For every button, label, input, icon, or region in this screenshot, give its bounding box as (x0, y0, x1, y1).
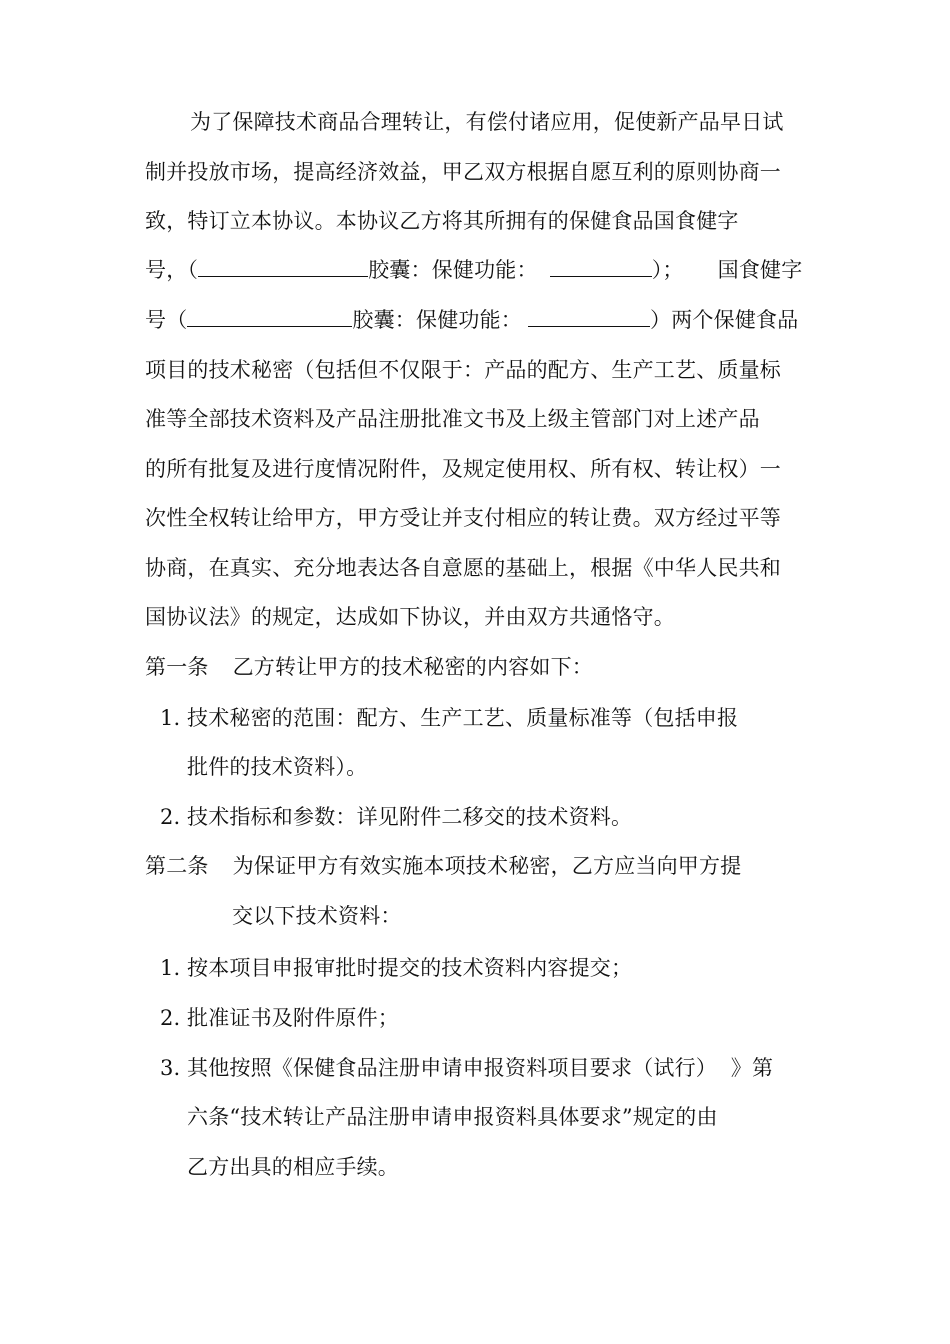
intro-line-4-part-d: 国食健字 (717, 258, 803, 282)
intro-line-10: 协商，在真实、充分地表达各自意愿的基础上，根据《中华人民共和 (145, 556, 781, 580)
article-1-heading: 第一条 (145, 655, 209, 679)
article-2-item-2 (160, 1003, 399, 1033)
article-2-item-2-number: 2. (160, 1006, 181, 1030)
article-2-heading-line (145, 851, 741, 881)
article-1-item-1 (160, 703, 738, 733)
intro-line-11: 国协议法》的规定，达成如下协议，并由双方共通恪守。 (145, 605, 675, 629)
product-name-blank-1 (198, 256, 368, 277)
article-1-item-2 (160, 802, 632, 832)
intro-line-7: 准等全部技术资料及产品注册批准文书及上级主管部门对上述产品 (145, 407, 760, 431)
intro-line-3: 致，特订立本协议。本协议乙方将其所拥有的保健食品国食健字 (145, 209, 739, 233)
intro-line-5-part-a: 号（ (145, 308, 188, 332)
intro-line-4-part-a: 号，（ (145, 258, 199, 282)
intro-line-5-part-b: 胶囊：保健功能： (352, 308, 523, 332)
intro-line-4 (145, 255, 802, 285)
article-1-item-2-number: 2. (160, 805, 181, 829)
intro-line-9: 次性全权转让给甲方，甲方受让并支付相应的转让费。双方经过平等 (145, 506, 781, 530)
article-1-item-1-text: 技术秘密的范围：配方、生产工艺、质量标准等（包括申报 (187, 706, 739, 730)
article-2-item-1-text: 按本项目申报审批时提交的技术资料内容提交； (187, 956, 633, 980)
article-2-item-2-text: 批准证书及附件原件； (187, 1006, 399, 1030)
article-2-item-3-continuation-2: 乙方出具的相应手续。 (187, 1155, 399, 1179)
article-2-item-1 (160, 953, 632, 983)
article-2-title: 为保证甲方有效实施本项技术秘密，乙方应当向甲方提 (232, 854, 742, 878)
intro-line-5-part-c: ）两个保健食品 (650, 308, 799, 332)
article-2-heading: 第二条 (145, 854, 209, 878)
intro-line-4-part-b: 胶囊：保健功能： (368, 258, 538, 282)
article-1-item-1-continuation: 批件的技术资料）。 (187, 755, 368, 779)
article-2-title-continuation: 交以下技术资料： (232, 904, 402, 928)
product-name-blank-2 (187, 306, 352, 327)
article-1-title: 乙方转让甲方的技术秘密的内容如下： (232, 655, 594, 679)
health-function-blank-2 (528, 306, 650, 327)
article-2-item-3-text: 其他按照《保健食品注册申请申报资料项目要求（试行） 》第 (187, 1056, 774, 1080)
intro-line-8: 的所有批复及进行度情况附件，及规定使用权、所有权、转让权）一 (145, 457, 781, 481)
health-function-blank-1 (550, 256, 652, 277)
article-2-item-3 (160, 1053, 773, 1083)
intro-line-2: 制并投放市场，提高经济效益，甲乙双方根据自愿互利的原则协商一 (145, 160, 781, 184)
intro-line-5 (145, 305, 798, 335)
intro-line-4-part-c: ）； (651, 258, 684, 282)
intro-line-1: 为了保障技术商品合理转让，有偿付诸应用，促使新产品早日试 (190, 110, 784, 134)
article-1-item-1-number: 1. (160, 706, 181, 730)
article-2-item-3-number: 3. (160, 1056, 181, 1080)
article-2-item-3-continuation-1: 六条“技术转让产品注册申请申报资料具体要求”规定的由 (187, 1105, 718, 1129)
article-2-item-1-number: 1. (160, 956, 181, 980)
article-1-item-2-text: 技术指标和参数：详见附件二移交的技术资料。 (187, 805, 633, 829)
intro-line-6: 项目的技术秘密（包括但不仅限于：产品的配方、生产工艺、质量标 (145, 358, 781, 382)
article-1-heading-line (145, 652, 593, 682)
